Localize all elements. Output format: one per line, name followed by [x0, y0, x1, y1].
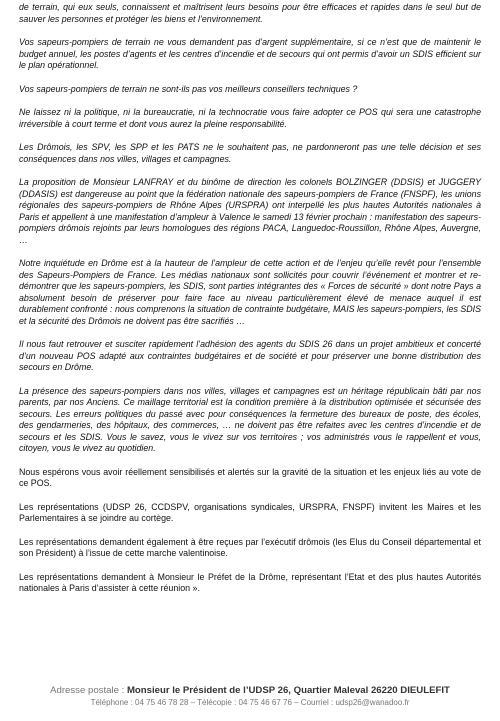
paragraph-12: Les représentations demandent également à être reçues par l’exécutif drômois (les Elus du Conseil départemental et son Président) à l’issue de cette marche valentinoise.: [19, 536, 481, 558]
paragraph-2: Vos sapeurs-pompiers de terrain ne vous demandent pas d’argent supplémentaire, si ce n’est que de maintenir le budget annuel, les postes d’agents et les centres d’incendie et de secours qui ont permis d’avoir un SDIS efficient sur le plan opérationnel.: [19, 37, 481, 70]
paragraph-7: Notre inquiétude en Drôme est à la hauteur de l’ampleur de cette action et de l’enjeu qu’elle revêt pour l’ensemble des Sapeurs-Pompiers de France. Les médias nationaux sont sollicités pour couvrir l’événement et montrer et re-démontrer que les sapeurs-pompiers, les SDIS, sont parties intégrantes des « Forces de sécurité » dont notre Pays a absolument besoin de préserver pour faire face au niveau particulièrement élevé de menace auquel il est durablement confronté : nous comprenons la situation de contrainte budgétaire, MAIS les sapeurs-pompiers, les SDIS et la sécurité des Drômois ne doivent pas être sacrifiés …: [19, 258, 481, 326]
letter-body: [19, 2, 481, 607]
paragraph-13: Les représentations demandent à Monsieur le Préfet de la Drôme, représentant l’Etat et des plus hautes Autorités nationales à Paris d’assister à cette réunion ».: [19, 571, 481, 593]
paragraph-1: de terrain, qui eux seuls, connaissent et maîtrisent leurs besoins pour être efficaces et rapides dans le seul but de sauver les personnes et protéger les biens et l’environnement.: [19, 2, 481, 24]
paragraph-9: La présence des sapeurs-pompiers dans nos villes, villages et campagnes est un héritage républicain bâti par nos parents, par nos Anciens. Ce maillage territorial est la condition première à la distribution optimisée et sécurisée des secours. Les erreurs politiques du passé avec pour conséquences la fermeture des bureaux de poste, des écoles, des gendarmeries, des hôpitaux, des commerces, … ne doivent pas être refaites avec les centres d’incendie et de secours et les SDIS. Vous le savez, vous le vivez sur vos territoires ; vos administrés vous le rappellent et vous, citoyen, vous le vivez au quotidien.: [19, 385, 481, 453]
paragraph-5: Les Drômois, les SPV, les SPP et les PATS ne le souhaitent pas, ne pardonneront pas une telle décision et ses conséquences dans nos villes, villages et campagnes.: [19, 142, 481, 164]
paragraph-8: Il nous faut retrouver et susciter rapidement l’adhésion des agents du SDIS 26 dans un projet ambitieux et concerté d’un nouveau POS adapté aux contraintes budgétaires et de société et pour préserver une bonne distribution des secours en Drôme.: [19, 339, 481, 372]
paragraph-3: Vos sapeurs-pompiers de terrain ne sont-ils pas vos meilleurs conseillers techniques ?: [19, 83, 358, 94]
postal-address-line: [0, 684, 500, 698]
paragraph-4: Ne laissez ni la politique, ni la bureaucratie, ni la technocratie vous faire adopter ce POS qui sera une catastrophe irréversible à court terme et dont vous aurez la pleine responsabilité.: [19, 107, 481, 129]
contact-line: Téléphone : 04 75 46 78 28 – Télécopie : 04 75 46 67 76 – Courriel : udsp26@wanadoo.fr: [90, 698, 410, 707]
paragraph-6: La proposition de Monsieur LANFRAY et du binôme de direction les colonels BOLZINGER (DDSIS) et JUGGERY (DDASIS) est dangereuse au point que la fédération nationale des sapeurs-pompiers de France (FNSPF), les unions régionales des sapeurs-pompiers de Rhône Alpes (URSPRA) ont interpellé les plus hautes Autorités nationales à Paris et appellent à une manifestation d’ampleur à Valence le samedi 13 février prochain : manifestation des sapeurs-pompiers drômois rejoints par leurs homologues des régions PACA, Languedoc-Roussillon, Rhône Alpes, Auvergne, …: [19, 177, 481, 245]
letter-footer: [0, 684, 500, 708]
postal-address-label: Adresse postale :: [50, 685, 125, 696]
paragraph-10: Nous espérons vous avoir réellement sensibilisés et alertés sur la gravité de la situation et les enjeux liés au vote de ce POS.: [19, 466, 481, 488]
paragraph-11: Les représentations (UDSP 26, CCDSPV, organisations syndicales, URSPRA, FNSPF) invitent les Maires et les Parlementaires à se joindre au cortège.: [19, 501, 481, 523]
postal-address: Monsieur le Président de l’UDSP 26, Quartier Maleval 26220 DIEULEFIT: [126, 685, 450, 696]
